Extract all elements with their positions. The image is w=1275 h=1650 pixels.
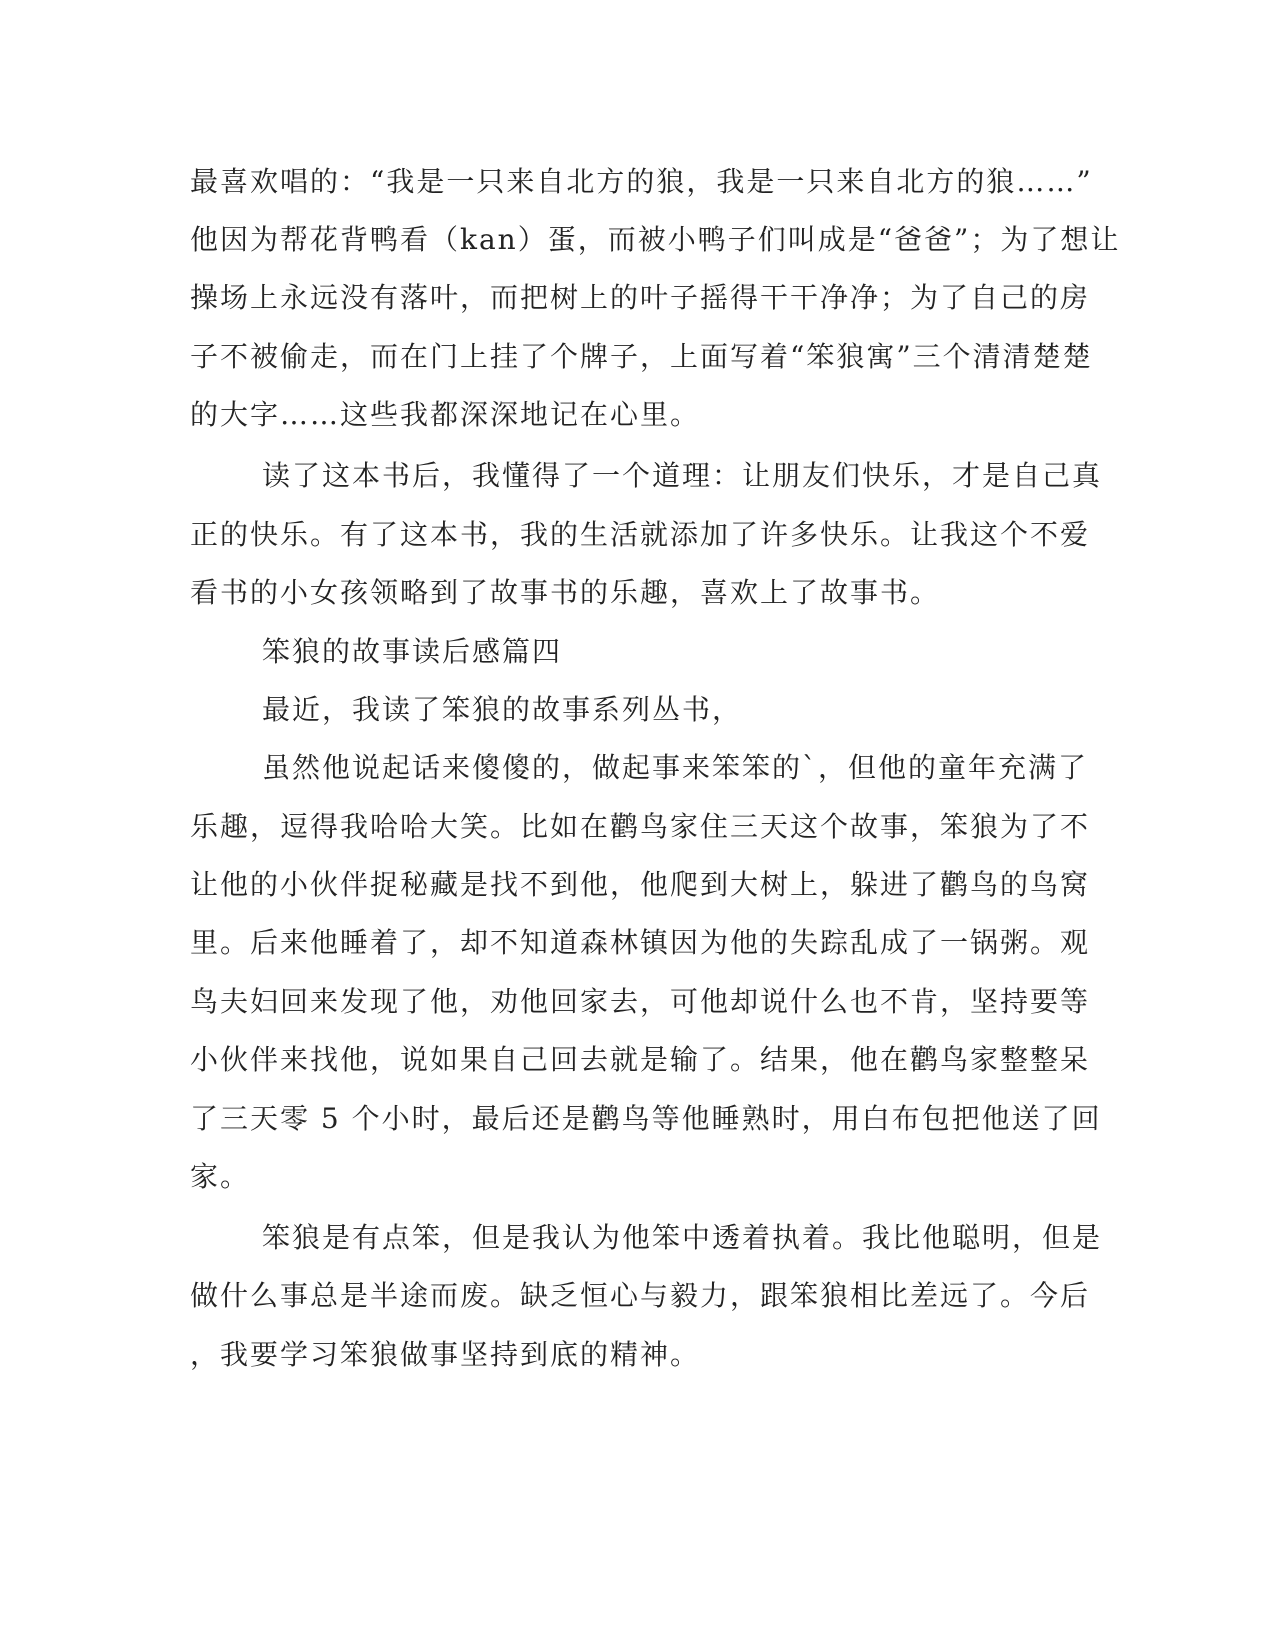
paragraph-line: 了三天零 5 个小时，最后还是鹳鸟等他睡熟时，用白布包把他送了回 bbox=[190, 1102, 1102, 1135]
paragraph-line: ，我要学习笨狼做事坚持到底的精神。 bbox=[190, 1338, 701, 1371]
paragraph-line: 虽然他说起话来傻傻的，做起事来笨笨的`，但他的童年充满了 bbox=[262, 751, 1089, 784]
paragraph-line: 操场上永远没有落叶，而把树上的叶子摇得干干净净；为了自己的房 bbox=[190, 281, 1091, 314]
section-heading: 笨狼的故事读后感篇四 bbox=[262, 635, 563, 668]
paragraph-line: 他因为帮花背鸭看（kan）蛋，而被小鸭子们叫成是“爸爸”；为了想让 bbox=[190, 223, 1121, 256]
paragraph-line: 家。 bbox=[190, 1160, 251, 1193]
paragraph-line: 里。后来他睡着了，却不知道森林镇因为他的失踪乱成了一锅粥。观 bbox=[190, 926, 1091, 959]
paragraph-line: 让他的小伙伴捉秘藏是找不到他，他爬到大树上，躲进了鹳鸟的鸟窝 bbox=[190, 868, 1091, 901]
paragraph-line: 最喜欢唱的：“我是一只来自北方的狼，我是一只来自北方的狼……” bbox=[190, 165, 1093, 198]
paragraph-line: 正的快乐。有了这本书，我的生活就添加了许多快乐。让我这个不爱 bbox=[190, 518, 1091, 551]
paragraph-line: 的大字……这些我都深深地记在心里。 bbox=[190, 398, 701, 431]
paragraph-line: 笨狼是有点笨，但是我认为他笨中透着执着。我比他聪明，但是 bbox=[262, 1221, 1103, 1254]
paragraph-line: 子不被偷走，而在门上挂了个牌子，上面写着“笨狼寓”三个清清楚楚 bbox=[190, 340, 1093, 373]
paragraph-line: 读了这本书后，我懂得了一个道理：让朋友们快乐，才是自己真 bbox=[262, 459, 1103, 492]
paragraph-line: 看书的小女孩领略到了故事书的乐趣，喜欢上了故事书。 bbox=[190, 576, 941, 609]
paragraph-line: 乐趣，逗得我哈哈大笑。比如在鹳鸟家住三天这个故事，笨狼为了不 bbox=[190, 810, 1091, 843]
paragraph-line: 做什么事总是半途而废。缺乏恒心与毅力，跟笨狼相比差远了。今后 bbox=[190, 1279, 1091, 1312]
paragraph-line: 最近，我读了笨狼的故事系列丛书， bbox=[262, 693, 743, 726]
paragraph-line: 鸟夫妇回来发现了他，劝他回家去，可他却说什么也不肯，坚持要等 bbox=[190, 985, 1091, 1018]
paragraph-line: 小伙伴来找他，说如果自己回去就是输了。结果，他在鹳鸟家整整呆 bbox=[190, 1043, 1091, 1076]
